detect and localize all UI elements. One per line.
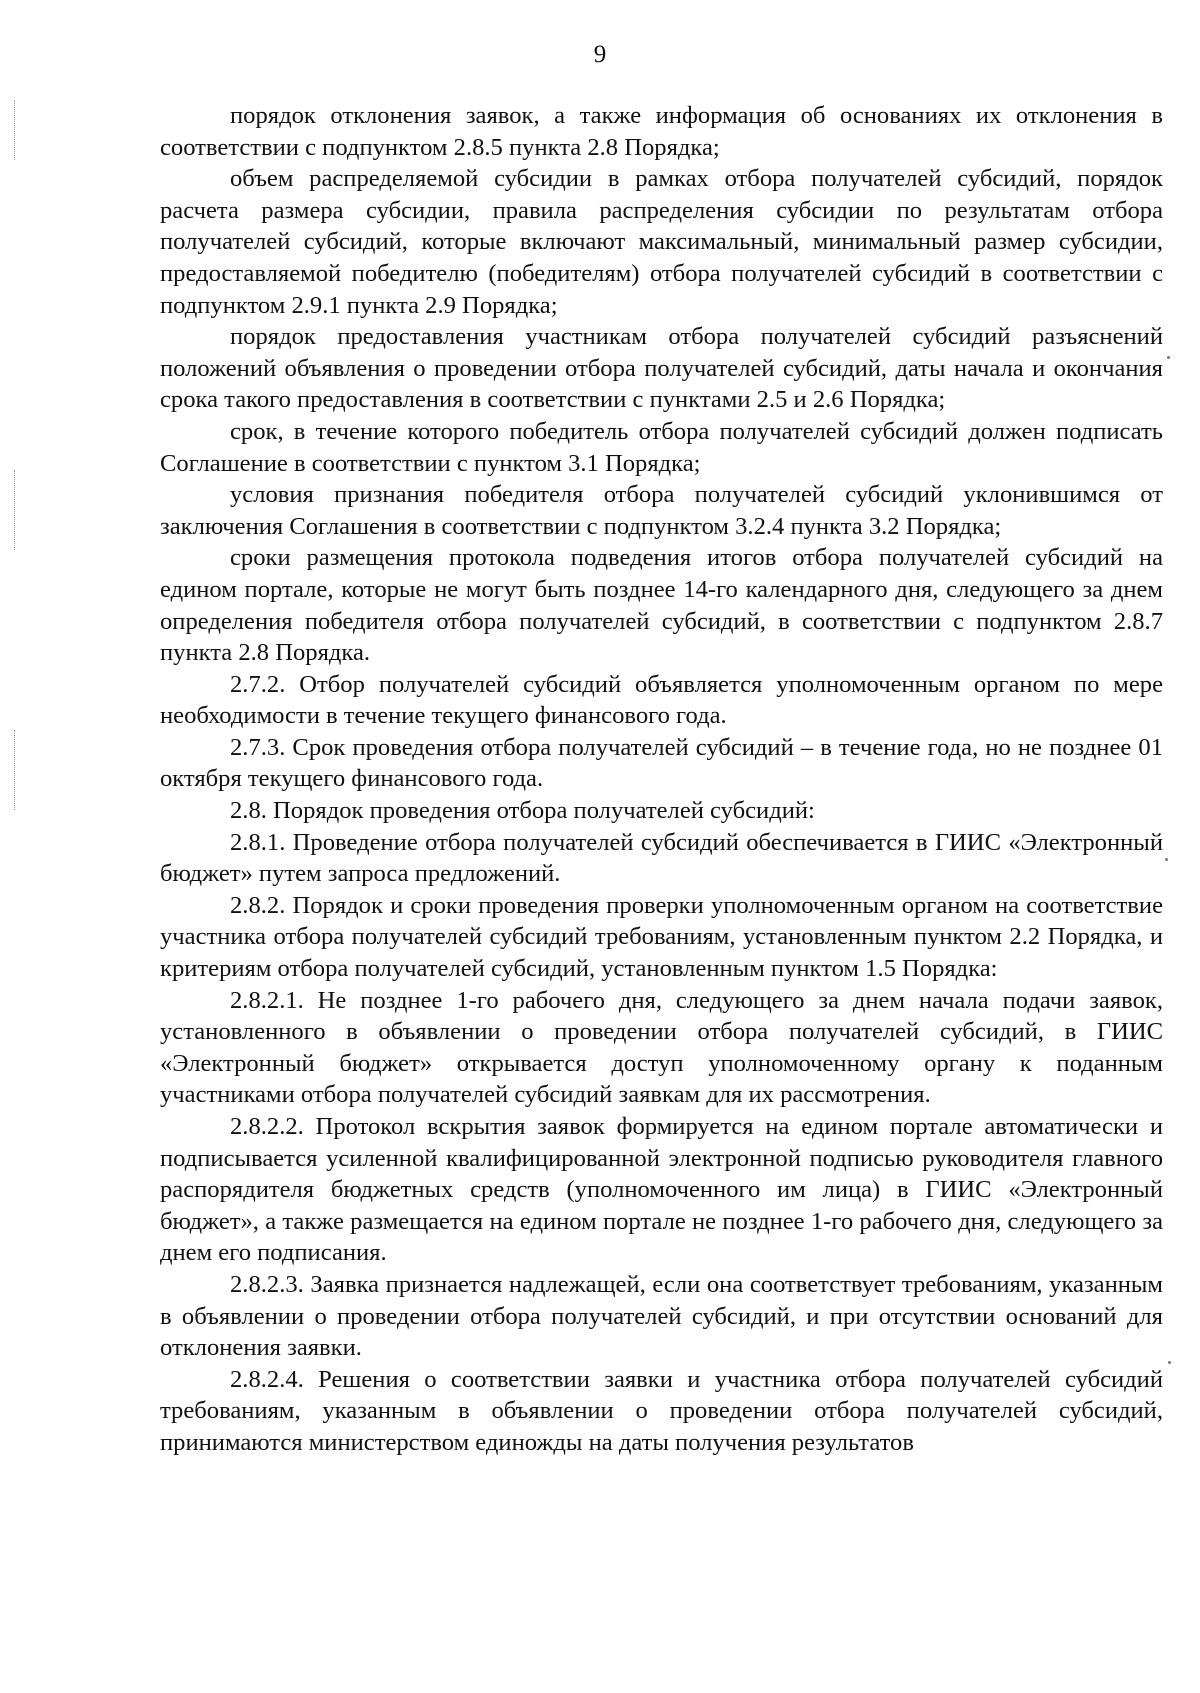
- paragraph: 2.8. Порядок проведения отбора получателей субсидий:: [230, 797, 815, 825]
- paragraph: порядок предоставления участникам отбора получателей субсидий разъяснений положений объявления о проведении отбора получателей субсидий, даты начала и окончания срока такого предоставления в соответствии с пунктами 2.5 и 2.6 Порядка;: [160, 323, 1163, 414]
- paragraph: 2.8.2.4. Решения о соответствии заявки и участника отбора получателей субсидий требованиям, указанным в объявлении о проведении отбора получателей субсидий, принимаются министерством единожды на даты получения результатов: [160, 1365, 1163, 1456]
- paragraph: объем распределяемой субсидии в рамках отбора получателей субсидий, порядок расчета размера субсидии, правила распределения субсидии по результатам отбора получателей субсидий, которые включают максимальный, минимальный размер субсидии, предоставляемой победителю (победителям) отбора получателей субсидий в соответствии с подпунктом 2.9.1 пункта 2.9 Порядка;: [160, 165, 1163, 319]
- document-body: [160, 100, 1163, 1459]
- paragraph: условия признания победителя отбора получателей субсидий уклонившимся от заключения Соглашения в соответствии с подпунктом 3.2.4 пункта 3.2 Порядка;: [160, 481, 1163, 540]
- paragraph: 2.8.2. Порядок и сроки проведения проверки уполномоченным органом на соответствие участника отбора получателей субсидий требованиям, установленным пунктом 2.2 Порядка, и критериям отбора получателей субсидий, установленным пунктом 1.5 Порядка:: [160, 891, 1163, 983]
- paragraph: 2.8.2.3. Заявка признается надлежащей, если она соответствует требованиям, указанным в объявлении о проведении отбора получателей субсидий, и при отсутствии оснований для отклонения заявки.: [160, 1270, 1163, 1362]
- scan-margin-mark: [14, 100, 16, 160]
- paragraph: 2.8.2.1. Не позднее 1-го рабочего дня, следующего за днем начала подачи заявок, установленного в объявлении о проведении отбора получателей субсидий, в ГИИС «Электронный бюджет» открывается доступ уполномоченному органу к поданным участниками отбора получателей субсидий заявкам для их рассмотрения.: [160, 986, 1163, 1109]
- paragraph: 2.8.2.2. Протокол вскрытия заявок формируется на едином портале автоматически и подписывается усиленной квалифицированной электронной подписью руководителя главного распорядителя бюджетных средств (уполномоченного им лица) в ГИИС «Электронный бюджет», а также размещается на едином портале не позднее 1-го рабочего дня, следующего за днем его подписания.: [160, 1113, 1163, 1267]
- scan-speck: [1167, 356, 1170, 359]
- paragraph: 2.8.1. Проведение отбора получателей субсидий обеспечивается в ГИИС «Электронный бюджет» путем запроса предложений.: [160, 828, 1163, 888]
- scan-margin-mark: [14, 470, 16, 550]
- page-number: 9: [593, 41, 607, 68]
- paragraph: срок, в течение которого победитель отбора получателей субсидий должен подписать Соглашение в соответствии с пунктом 3.1 Порядка;: [160, 417, 1163, 477]
- paragraph: 2.7.3. Срок проведения отбора получателей субсидий – в течение года, но не позднее 01 октября текущего финансового года.: [160, 733, 1163, 793]
- paragraph: 2.7.2. Отбор получателей субсидий объявляется уполномоченным органом по мере необходимости в течение текущего финансового года.: [160, 670, 1163, 730]
- scan-speck: [1165, 858, 1168, 861]
- scan-speck: [1168, 1361, 1171, 1364]
- scan-margin-mark: [14, 730, 16, 810]
- paragraph: порядок отклонения заявок, а также информация об основаниях их отклонения в соответствии с подпунктом 2.8.5 пункта 2.8 Порядка;: [160, 102, 1163, 161]
- paragraph: сроки размещения протокола подведения итогов отбора получателей субсидий на едином портале, которые не могут быть позднее 14-го календарного дня, следующего за днем определения победителя отбора получателей субсидий, в соответствии с подпунктом 2.8.7 пункта 2.8 Порядка.: [160, 544, 1163, 667]
